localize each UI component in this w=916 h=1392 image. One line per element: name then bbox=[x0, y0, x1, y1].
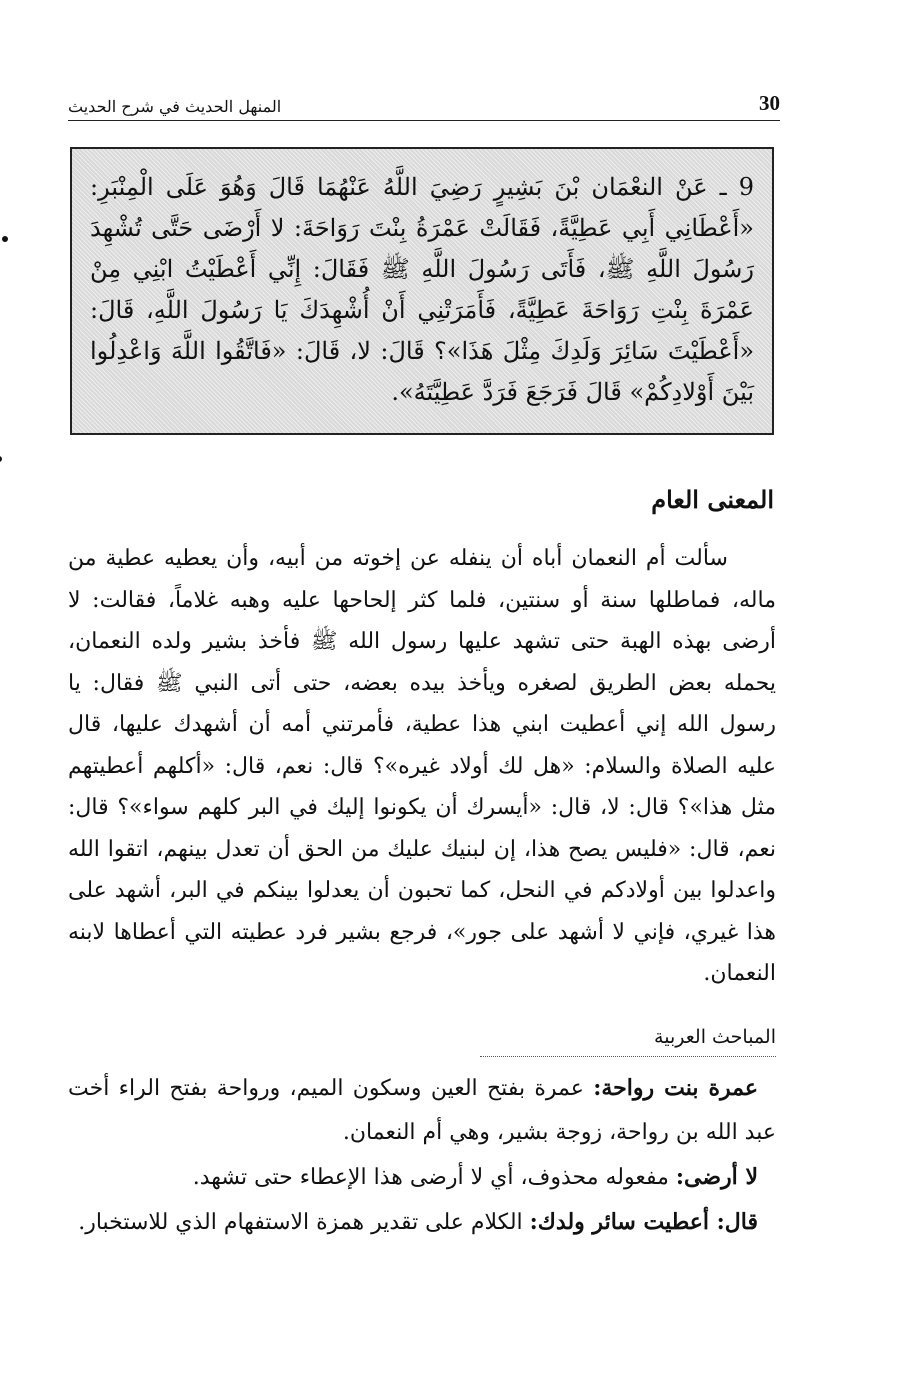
notes-list bbox=[68, 1066, 776, 1245]
note-text: عمرة بفتح العين وسكون الميم، ورواحة بفتح الراء أخت عبد الله بن رواحة، زوجة بشير، وهي أم النعمان. bbox=[68, 1076, 776, 1145]
note-item bbox=[68, 1155, 776, 1200]
subsection-header bbox=[476, 1026, 776, 1052]
note-term: قال: أعطيت سائر ولدك: bbox=[529, 1209, 758, 1235]
margin-mark bbox=[0, 456, 2, 462]
margin-mark bbox=[2, 236, 8, 242]
note-term: عمرة بنت رواحة: bbox=[593, 1075, 758, 1101]
page-header bbox=[68, 84, 780, 121]
note-text: مفعوله محذوف، أي لا أرضى هذا الإعطاء حتى تشهد. bbox=[192, 1165, 676, 1190]
note-item bbox=[68, 1200, 776, 1245]
hadith-text: 9 ـ عَنْ النعْمَان بْنَ بَشِيرٍ رَضِيَ اللَّهُ عَنْهُمَا قَالَ وَهُوَ عَلَى الْمِنْبَرِ: «أَعْطَانِي أَبِي عَطِيَّةً، فَقَالَتْ عَمْرَةُ بِنْتَ رَوَاحَةَ: لا أَرْضَى حَتَّى تُشْهِدَ رَسُولَ اللَّهِ ﷺ، فَأَتَى رَسُولَ اللَّهِ ﷺ فَقَالَ: إِنِّي أَعْطَيْتُ ابْنِي مِنْ عَمْرَةَ بِنْتِ رَوَاحَةَ عَطِيَّةً، فَأَمَرَتْنِي أَنْ أُشْهِدَكَ يَا رَسُولَ اللَّهِ، قَالَ: «أَعْطَيْتَ سَائِرَ وَلَدِكَ مِثْلَ هَذَا»؟ قَالَ: لا، قَالَ: «فَاتَّقُوا اللَّهَ وَاعْدِلُوا بَيْنَ أَوْلادِكُمْ» قَالَ فَرَجَعَ فَرَدَّ عَطِيَّتَهُ». bbox=[90, 173, 755, 406]
note-term: لا أرضى: bbox=[675, 1164, 758, 1190]
page-number: 30 bbox=[759, 91, 780, 115]
section-heading: المعنى العام bbox=[651, 485, 774, 514]
general-meaning-paragraph: سألت أم النعمان أباه أن ينفله عن إخوته من أبيه، وأن يعطيه عطية من ماله، فماطلها سنة أو سنتين، فلما كثر إلحاحها عليه وهبه غلاماً، فقالت: لا أرضى بهذه الهبة حتى تشهد عليها رسول الله ﷺ فأخذ بشير ولده النعمان، يحمله بعض الطريق لصغره ويأخذ بيده بعضه، حتى أتى النبي ﷺ فقال: يا رسول الله إني أعطيت ابني هذا عطية، فأمرتني أمه أن أشهدك عليها، قال عليه الصلاة والسلام: «هل لك أولاد غيره»؟ قال: نعم، قال: «أكلهم أعطيتهم مثل هذا»؟ قال: لا، قال: «أيسرك أن يكونوا إليك في البر كلهم سواء»؟ قال: نعم، قال: «فليس يصح هذا، إن لبنيك عليك من الحق أن تعدل بينهم، اتقوا الله واعدلوا بين أولادكم في النحل، كما تحبون أن يعدلوا بينكم في البر، أشهد على هذا غيري، فإني لا أشهد على جور»، فرجع بشير فرد عطيته التي أعطاها لابنه النعمان. bbox=[68, 546, 776, 986]
note-text: الكلام على تقدير همزة الاستفهام الذي للاستخبار. bbox=[78, 1210, 530, 1235]
note-item bbox=[68, 1066, 776, 1155]
subsection-divider bbox=[480, 1056, 776, 1057]
subsection-heading: المباحث العربية bbox=[654, 1026, 776, 1048]
running-title: المنهل الحديث في شرح الحديث bbox=[68, 97, 282, 116]
hadith-box bbox=[70, 147, 774, 435]
